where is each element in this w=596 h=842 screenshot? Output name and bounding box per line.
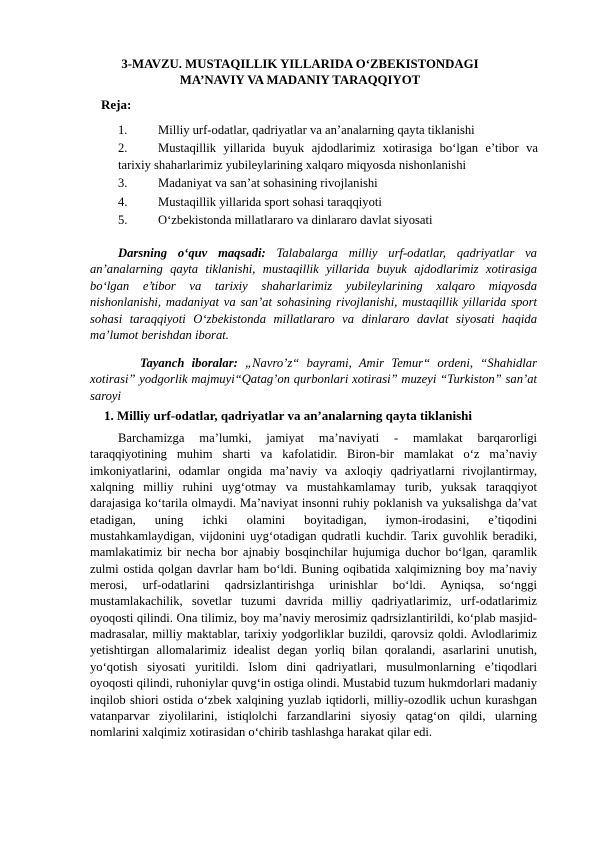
plan-item-text: Madaniyat va san’at sohasining rivojlanishi bbox=[158, 176, 378, 191]
plan-item-text: Milliy urf-odatlar, qadriyatlar va an’analarning qayta tiklanishi bbox=[158, 123, 475, 137]
plan-item-number: 1. bbox=[118, 123, 128, 137]
lesson-goal-text: Talabalarga milliy urf-odatlar, qadriyatlar va an’analarning qayta tiklanishi, mustaqillik yillarida buyuk ajdodlarimiz xotirasiga bo‘lgan e’tibor va tarixiy shaharlarimiz yubileylarining xalqaro miqyosda nishonlanishi, madaniyat va san’at sohasining rivojlanishi, mustaqillik yillarida sport sohasi taraqqiyoti O‘zbekistonda millatlararo va dinlararo davlat siyosati haqida ma’lumot berishdan iborat. bbox=[90, 246, 537, 343]
key-phrases-text: „Navro’z“ bayrami, Amir Temur“ ordeni, “Shahidlar xotirasi” yodgorlik majmuyi“Qatag’on qurbonlari xotirasi” muzeyi “Turkiston” san’at saroyi bbox=[90, 356, 537, 403]
page-title bbox=[90, 56, 510, 88]
plan-item bbox=[118, 194, 538, 210]
title-line-2: MA’NAVIY VA MADANIY TARAQQIYOT bbox=[179, 73, 421, 87]
plan-item bbox=[118, 175, 538, 191]
lesson-goal-label: Darsning o‘quv maqsadi: bbox=[118, 246, 266, 260]
key-phrases-label: Tayanch iboralar: bbox=[140, 356, 238, 370]
plan-item bbox=[118, 140, 538, 173]
plan-item bbox=[118, 122, 538, 138]
key-phrases bbox=[90, 355, 537, 404]
plan-heading: Reja: bbox=[101, 97, 132, 112]
section-heading: 1. Milliy urf-odatlar, qadriyatlar va an’analarning qayta tiklanishi bbox=[104, 408, 473, 423]
plan-list bbox=[118, 122, 538, 230]
plan-item-number: 3. bbox=[118, 176, 128, 191]
plan-item-text: Mustaqillik yillarida buyuk ajdodlarimiz xotirasiga bo‘lgan e’tibor va tarixiy shaharlarimiz yubileylarining xalqaro miqyosda nishonlanishi bbox=[118, 141, 538, 172]
plan-item-text: Mustaqillik yillarida sport sohasi taraqqiyoti bbox=[158, 194, 382, 209]
title-line-1: 3-MAVZU. MUSTAQILLIK YILLARIDA O‘ZBEKISTONDAGI bbox=[121, 57, 479, 71]
lesson-goal bbox=[90, 245, 537, 343]
plan-item-number: 5. bbox=[118, 213, 128, 228]
plan-item bbox=[118, 212, 538, 228]
plan-item-text: O‘zbekistonda millatlararo va dinlararo davlat siyosati bbox=[158, 213, 433, 228]
section-paragraph: Barchamizga ma’lumki, jamiyat ma’naviyati - mamlakat barqarorligi taraqqiyotining muhim sharti va kafolatidir. Biron-bir mamlakat o‘z ma’naviy imkoniyatlarini, odamlar ongida ma’naviy va axloqiy qadriyatlarni rivojlantirmay, xalqning milliy ruhini uyg‘otmay va mustahkamlamay turib, yuksak taraqqiyot darajasiga ko‘tarila olmaydi. Ma’naviyat insonni ruhiy poklanish va yuksalishga da’vat etadigan, uning ichki olamini boyitadigan, iymon-irodasini, e’tiqodini mustahkamlaydigan, vijdonini uyg‘otadigan qudratli kuchdir. Tarix guvohlik beradiki, mamlakatimiz bir necha bor ajnabiy bosqinchilar hujumiga duchor bo‘lgan, qaramlik zulmi ostida qolgan davrlar ham bo‘ldi. Buning oqibatida xalqimizning boy ma’naviy merosi, urf-odatlarini qadrsizlantirishga urinishlar bo‘ldi. Ayniqsa, so‘nggi mustamlakachilik, sovetlar tuzumi davrida milliy qadriyatlarimiz, urf-odatlarimiz oyoqosti qilindi. Ona tilimiz, boy ma’naviy merosimiz qadrsizlantirildi, ko‘plab masjid-madrasalar, milliy maktablar, tarixiy yodgorliklar buzildi, qarovsiz qoldi. Avlodlarimiz yetishtirgan allomalarimiz idealist degan yorliq bilan qoralandi, asarlarini unutish, yo‘qotish siyosati yuritildi. Islom dini qadriyatlari, musulmonlarning e’tiqodlari oyoqosti qilindi, ruhoniylar quvg‘in ostiga olindi. Mustabid tuzum hukmdorlari madaniy inqilob shiori ostida o‘zbek xalqining yuzlab iqtidorli, milliy-ozodlik uchun kurashgan vatanparvar ziyolilarini, istiqlolchi farzandlarini siyosiy qatag‘on qildi, ularning nomlarini xalqimiz xotirasidan o‘chirib tashlashga harakat qilar edi. bbox=[90, 431, 537, 740]
plan-item-number: 2. bbox=[118, 141, 128, 156]
plan-item-number: 4. bbox=[118, 194, 128, 209]
